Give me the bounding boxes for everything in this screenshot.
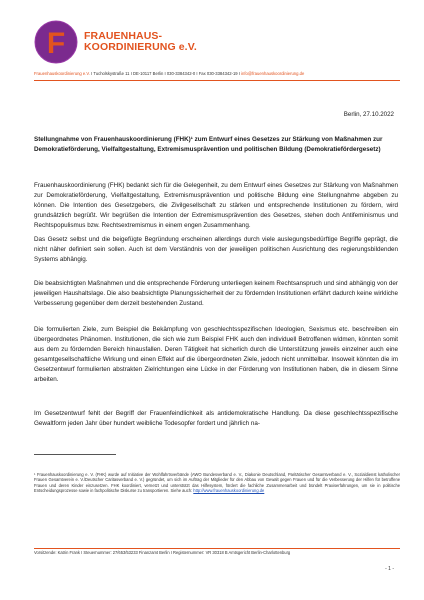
fhk-logo-icon xyxy=(34,20,78,64)
letter-date: Berlin, 27.10.2022 xyxy=(343,111,394,118)
paragraph-2: Das Gesetz selbst und die beigefügte Begründung erscheinen allerdings durch viele auslegungsbedürftige Begriffe geprägt, die nicht näher definiert sein sollen. Auch ist dem Verständnis von der jeweiligen politischen Ausrichtung des regierungsbildenden Systems abhängig. xyxy=(34,236,398,263)
brand-line-2: KOORDINIERUNG e.V. xyxy=(84,40,197,53)
page-number: - 1 - xyxy=(385,566,394,572)
paragraph-1: Frauenhauskoordinierung (FHK) bedankt sich für die Gelegenheit, zu dem Entwurf eines Gesetzes zur Stärkung von Maßnahmen zur Demokratieförderung, Vielfaltgestaltung, Extremismusprävention und politische Bildung eine Stellungnahme abgeben zu können. Die Intention des Gesetzgebers, die Zivilgesellschaft zu stärken und entsprechende Institutionen zu fördern, wird grundsätzlich begrüßt. Wir begrüßen die Intention der Extremismusprävention des Gesetzes, stehen doch Antifeminismus und Rechtspopulismus bzw. Rechtsextremismus in einem engen Zusammenhang. xyxy=(34,182,398,229)
brand-line-1: FRAUENHAUS- xyxy=(84,30,163,42)
address-org: Frauenhauskoordinierung e.V. xyxy=(34,71,90,76)
footer-text: Vorsitzende: Katrin Frank I Steuernummer: 27/653/53233 Finanzamt Berlin I Registernummer: VR 30318 B Amtsgericht Berlin-Charlottenburg xyxy=(34,550,291,555)
footnote-link[interactable]: http://www.frauenhauskoordinierung.de xyxy=(193,488,265,494)
brand-name xyxy=(84,31,197,52)
address-email[interactable]: info@frauenhauskoordinierung.de xyxy=(241,71,305,76)
paragraph-3: Die beabsichtigten Maßnahmen und die entsprechende Förderung unterliegen keinem Rechtsanspruch und sind abhängig von der jeweiligen Haushaltslage. Die also beabsichtigte Planungssicherheit der zu fördernden Institutionen erfährt dadurch keine wirkliche Verbesserung gegenüber dem derzeit bestehenden Zustand. xyxy=(34,280,398,307)
address-details: I Tucholskystraße 11 I DE-10117 Berlin I 030-3384342-0 I Fax 030-3384342-19 I xyxy=(91,71,240,76)
header-divider xyxy=(34,80,400,81)
paragraph-4: Die formulierten Ziele, zum Beispiel die Bekämpfung von geschlechtsspezifischen Ideologien, Sexismus etc. beschreiben ein übergeordnetes Phänomen. Institutionen, die sich wie zum Beispiel FHK auch den individuell Betroffenen widmen, könnten somit aus dem zu fördernden Bereich hinausfallen. Deren Tätigkeit hat sicherlich durch die Unterstützung jeweils einzelner auch eine gesamtgesellschaftliche Wirkung und einen Effekt auf die übergeordneten Ziele, jedoch nicht unmittelbar. Insoweit könnten die im Gesetzentwurf formulierten abstrakten Zielrichtungen eine Lücke in der Förderung von Institutionen haben, die in diesem Sinne arbeiten. xyxy=(34,326,398,383)
logo-letter: F xyxy=(46,27,66,60)
paragraph-5: Im Gesetzentwurf fehlt der Begriff der Frauenfeindlichkeit als antidemokratische Handlung. Da diese geschlechtsspezifische Gewaltform jeden Jahr über hundert weibliche Todesopfer fordert und jährlich na- xyxy=(34,410,398,427)
footnote xyxy=(34,472,400,494)
footer-divider xyxy=(34,548,400,549)
document-title: Stellungnahme von Frauenhauskoordinierung (FHK)¹ zum Entwurf eines Gesetzes zur Stärkung von Maßnahmen zur Demokratieförderung, Vielfaltgestaltung, Extremismusprävention und politischen Bildung (Demokratiefördergesetz) xyxy=(34,136,383,153)
fhk-logo xyxy=(34,20,78,64)
footnote-text: ¹ Frauenhauskoordinierung e. V. (FHK) wurde auf Initiative der Wohlfahrtsverbände (AWO Bundesverband e. V., Diakonie Deutschland, Paritätischer Gesamtverband e. V., Sozialdienst katholischer Frauen Gesamtverein e. V./Deutscher Caritasverband e. V.) gegründet, um sich im Auftrag der Mitglieder für den Abbau von Gewalt gegen Frauen und für die Verbesserung der Hilfen für betroffene Frauen und deren Kinder einzusetzen. FHK koordiniert, vernetzt und unterstützt das Hilfesystem, fördert die fachliche Zusammenarbeit und bündelt Praxiserfahrungen, um sie in politische Entscheidungsprozesse sowie in fachpolitische Diskurse zu transportieren. Siehe auch: xyxy=(34,472,400,494)
address-line xyxy=(34,71,400,76)
footnote-divider xyxy=(34,454,116,455)
